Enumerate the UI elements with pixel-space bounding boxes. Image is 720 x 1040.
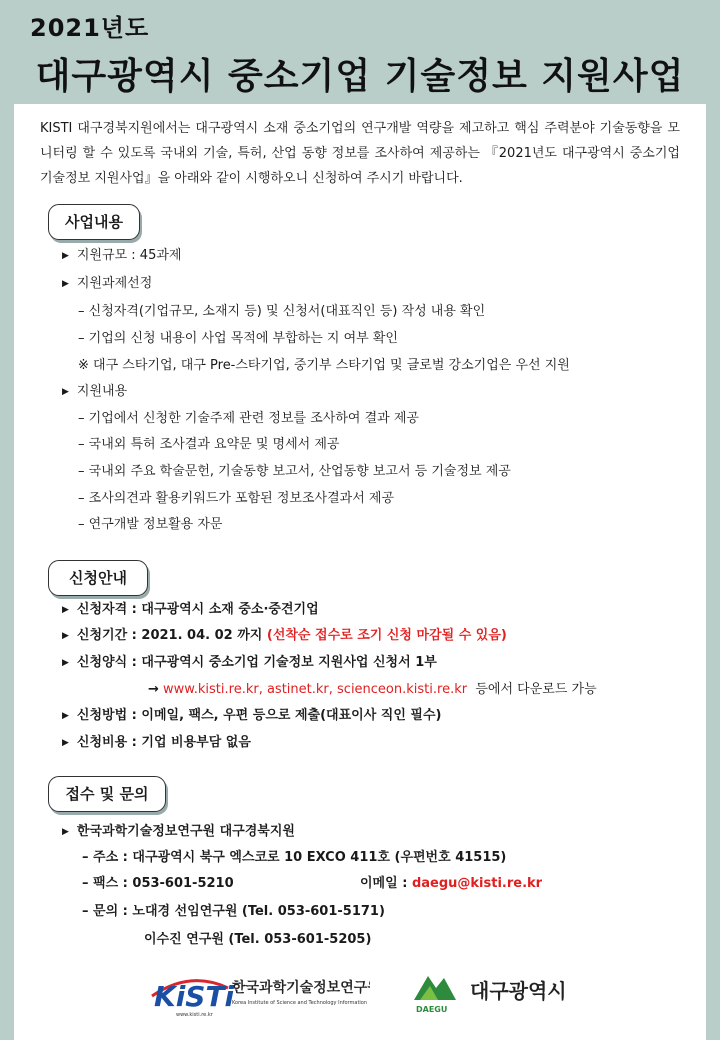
section-heading-contact: 접수 및 문의	[48, 776, 166, 812]
kisti-logo-text: KiSTi	[154, 980, 235, 1013]
contact-person-1: – 문의 : 노대경 선임연구원 (Tel. 053-601-5171)	[82, 904, 385, 919]
kisti-logo	[150, 966, 370, 1020]
daegu-logo	[410, 966, 610, 1020]
period-note: (선착순 접수로 조기 신청 마감될 수 있음)	[266, 628, 507, 643]
download-links[interactable]: www.kisti.re.kr, astinet.kr, scienceon.kisti.re.kr	[163, 682, 468, 697]
kisti-name: 한국과학기술정보연구원	[232, 980, 370, 996]
application-period: ▶ 신청기간 : 2021. 04. 02 까지 (선착순 접수로 조기 신청 마감될 수 있음)	[62, 626, 507, 646]
content-item: – 국내외 특허 조사결과 요약문 및 명세서 제공	[78, 437, 340, 452]
selection-heading: ▶ 지원과제선정	[62, 274, 152, 294]
contact-address: – 주소 : 대구광역시 북구 엑스코로 10 EXCO 411호 (우편번호 41515)	[82, 850, 507, 865]
email-link[interactable]: daegu@kisti.re.kr	[411, 876, 543, 891]
content-item: – 기업에서 신청한 기술주제 관련 정보를 조사하여 결과 제공	[78, 411, 419, 426]
intro-paragraph: KISTI 대구경북지원에서는 대구광역시 소재 중소기업의 연구개발 역량을 제고하고 핵심 주력분야 기술동향을 모니터링 할 수 있도록 국내외 기술, 특허, 산업 동향 정보를 조사하여 제공하는 『2021년도 대구광역시 중소기업 기술정보 지원사업』을 아래와 같이 시행하오니 신청하여 주시기 바랍니다.	[40, 121, 680, 186]
contact-org: ▶ 한국과학기술정보연구원 대구경북지원	[62, 822, 295, 842]
selection-note: ※ 대구 스타기업, 대구 Pre-스타기업, 중기부 스타기업 및 글로벌 강소기업은 우선 지원	[78, 358, 570, 373]
selection-item: – 기업의 신청 내용이 사업 목적에 부합하는 지 여부 확인	[78, 331, 398, 346]
application-method: ▶ 신청방법 : 이메일, 팩스, 우편 등으로 제출(대표이사 직인 필수)	[62, 706, 441, 726]
support-content-heading: ▶ 지원내용	[62, 382, 127, 402]
application-form: ▶ 신청양식 : 대구광역시 중소기업 기술정보 지원사업 신청서 1부	[62, 653, 437, 673]
section-heading-application: 신청안내	[48, 560, 148, 596]
content-item: – 국내외 주요 학술문헌, 기술동향 보고서, 산업동향 보고서 등 기술정보 제공	[78, 464, 511, 479]
section-heading-business: 사업내용	[48, 204, 140, 240]
page-title: 대구광역시 중소기업 기술정보 지원사업	[35, 56, 685, 97]
download-info: → www.kisti.re.kr, astinet.kr, scienceon.kisti.re.kr 등에서 다운로드 가능	[148, 682, 597, 697]
contact-email: 이메일 : daegu@kisti.re.kr	[360, 876, 543, 891]
support-scale: ▶ 지원규모 : 45과제	[62, 246, 181, 266]
selection-item: – 신청자격(기업규모, 소재지 등) 및 신청서(대표직인 등) 작성 내용 확인	[78, 304, 486, 319]
eligibility: ▶ 신청자격 : 대구광역시 소재 중소·중견기업	[62, 600, 319, 620]
contact-fax: – 팩스 : 053-601-5210	[82, 876, 234, 891]
kisti-eng-name: Korea Institute of Science and Technology Information	[232, 1000, 368, 1006]
daegu-name: 대구광역시	[470, 979, 567, 1003]
content-item: – 조사의견과 활용키워드가 포함된 정보조사결과서 제공	[78, 491, 394, 506]
content-item: – 연구개발 정보활용 자문	[78, 517, 223, 532]
daegu-tag: DAEGU	[416, 1005, 448, 1014]
contact-person-2: 이수진 연구원 (Tel. 053-601-5205)	[144, 932, 372, 947]
year-label: 2021년도	[30, 14, 150, 42]
application-cost: ▶ 신청비용 : 기업 비용부담 없음	[62, 733, 251, 753]
kisti-url: www.kisti.re.kr	[176, 1012, 213, 1018]
